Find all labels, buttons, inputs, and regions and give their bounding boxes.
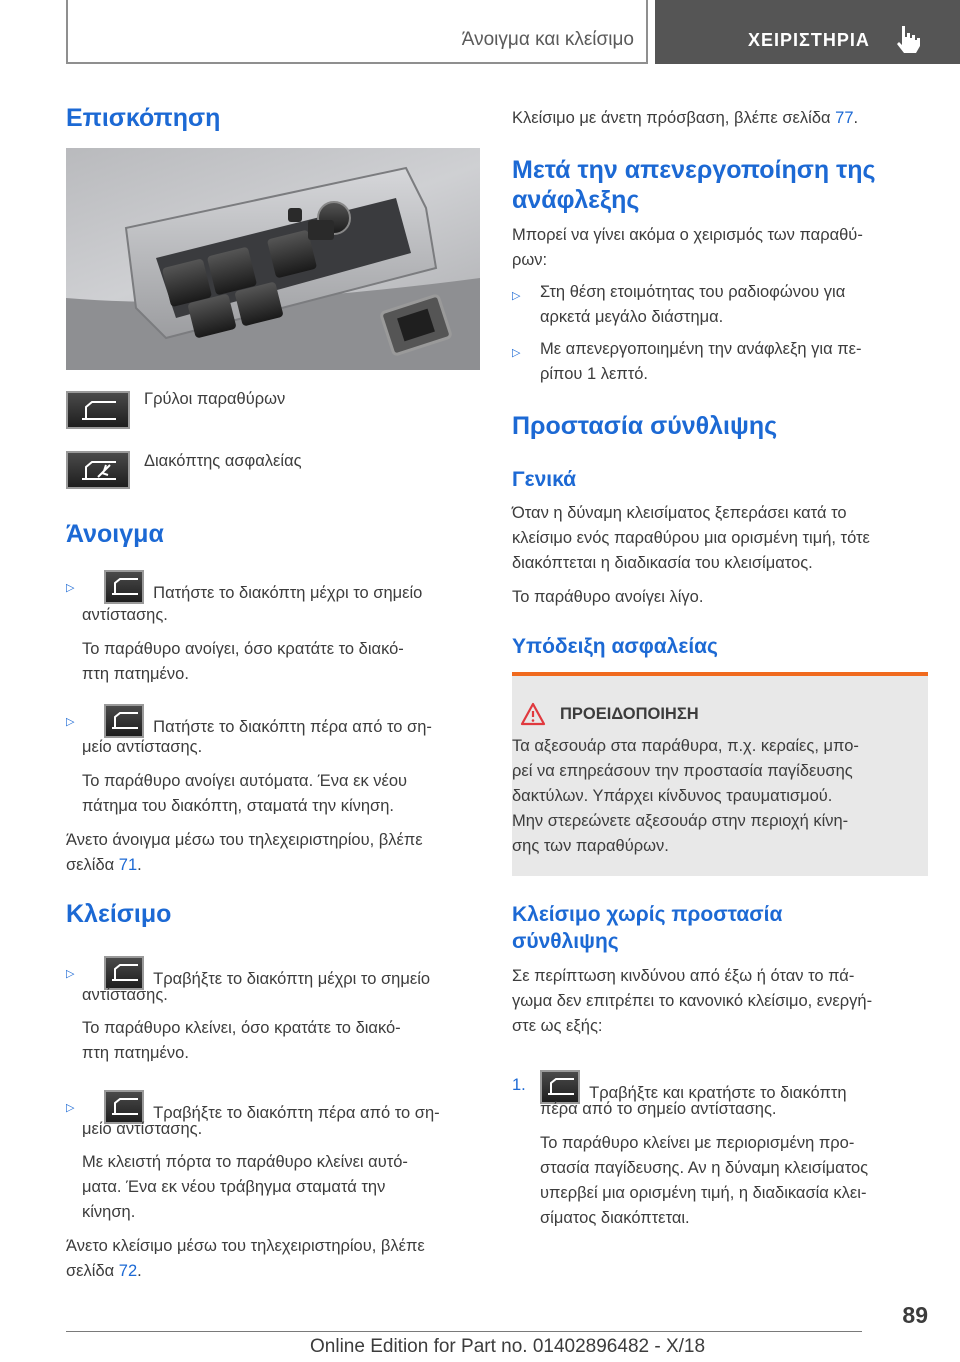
close-item-2-text2: μείο αντίστασης. [82,1120,203,1138]
header-section-label: Άνοιγμα και κλείσιμο [461,29,634,50]
close-item-2-sub1: Με κλειστή πόρτα το παράθυρο κλείνει αυτό- [82,1153,408,1171]
step-line-6: σίματος διακόπτεται. [540,1209,690,1227]
door-panel-illustration [66,148,480,370]
page-number: 89 [902,1302,928,1328]
close-title: Κλείσιμο [66,900,172,928]
open-item-2: Πατήστε το διακόπτη πέρα από το ση- [104,704,480,740]
after-item-1-l1: Στη θέση ετοιμότητας του ραδιοφώνου για [540,283,846,301]
warning-l5: σης των παραθύρων. [512,837,669,855]
pinch-title: Προστασία σύνθλιψης [512,412,778,440]
close-comfort-line2: σελίδα 72. [66,1262,142,1280]
header-section-tab [66,0,648,64]
page-link-72[interactable]: 72 [118,1262,138,1280]
after-intro-1: Μπορεί να γίνει ακόμα ο χειρισμός των παραθύ- [512,226,863,244]
general-l2: κλείσιμο ενός παραθύρου μια ορισμένη τιμή, τότε [512,529,870,547]
step-line-2: πέρα από το σημείο αντίστασης. [540,1100,777,1118]
warning-triangle-icon [520,702,546,726]
nopinch-l2: γωμα δεν επιτρέπει το κανονικό κλείσιμο, ενεργή- [512,992,873,1010]
open-item-1: Πατήστε το διακόπτη μέχρι το σημείο [104,570,480,606]
after-item-1-bullet: ▷ [512,290,521,302]
close-item-2-sub2: ματα. Ένα εκ νέου τράβηγμα σταματά την [82,1178,386,1196]
safety-switch-icon [66,451,130,489]
open-item-2-sub2: πάτημα του διακόπτη, σταματά την κίνηση. [82,797,394,815]
close-item-1: Τραβήξτε το διακόπτη μέχρι το σημείο [104,956,480,992]
close-item-1-sub1: Το παράθυρο κλείνει, όσο κρατάτε το διακό- [82,1019,401,1037]
footer-edition: Online Edition for Part no. 01402896482 - X/18 [310,1336,706,1357]
general-l3: διακόπτεται η διαδικασία του κλεισίματος. [512,554,813,572]
warning-l4: Μην στερεώνετε αξεσουάρ στην περιοχή κίνη- [512,812,849,830]
open-title: Άνοιγμα [66,520,164,548]
close-item-1-text2: αντίστασης. [82,986,168,1004]
after-item-1-l2: αρκετά μεγάλο διάστημα. [540,308,724,326]
step-line-1: Τραβήξτε και κρατήστε το διακόπτη [540,1070,928,1106]
safety-title: Υπόδειξη ασφαλείας [512,635,718,658]
header-chapter-label: ΧΕΙΡΙΣΤΗΡΙΑ [748,30,870,50]
close-item-2: Τραβήξτε το διακόπτη πέρα από το ση- [104,1090,480,1126]
warning-l2: ρεί να επηρεάσουν την προστασία παγίδευσης [512,762,853,780]
close-item-2-bullet: ▷ [66,1102,75,1114]
page-link-77[interactable]: 77 [835,109,854,127]
after-ignition-title-1: Μετά την απενεργοποίηση της [512,156,876,184]
after-item-2-l2: ρίπου 1 λεπτό. [540,365,649,383]
open-item-1-text2: αντίστασης. [82,606,168,624]
after-item-2-bullet: ▷ [512,347,521,359]
nopinch-title-2: σύνθλιψης [512,930,619,953]
nopinch-l1: Σε περίπτωση κινδύνου από έξω ή όταν το πά- [512,967,855,985]
footer-divider [66,1331,862,1332]
step-number: 1. [512,1076,526,1094]
close-item-1-sub2: πτη πατημένο. [82,1044,189,1062]
open-item-2-text2: μείο αντίστασης. [82,738,203,756]
open-item-1-bullet: ▷ [66,582,75,594]
warning-box [512,672,928,876]
after-intro-2: ρων: [512,251,548,269]
close-comfort-line1: Άνετο κλείσιμο μέσω του τηλεχειριστηρίου, βλέπε [66,1237,425,1255]
open-item-1-sub2: πτη πατημένο. [82,665,189,683]
close-item-1-bullet: ▷ [66,968,75,980]
header-chapter-tab [655,0,960,64]
window-switch-icon [104,570,144,604]
warning-title: ΠΡΟΕΙΔΟΠΟΙΗΣΗ [560,705,699,723]
step-line-5: υπερβεί μια ορισμένη τιμή, η διαδικασία κλει- [540,1184,867,1202]
warning-l1: Τα αξεσουάρ στα παράθυρα, π.χ. κεραίες, μπο- [512,737,859,755]
nopinch-title-1: Κλείσιμο χωρίς προστασία [512,903,783,926]
open-comfort-line1: Άνετο άνοιγμα μέσω του τηλεχειριστηρίου, βλέπε [66,831,423,849]
open-item-2-sub1: Το παράθυρο ανοίγει αυτόματα. Ένα εκ νέου [82,772,408,790]
close-item-2-sub3: κίνηση. [82,1203,136,1221]
door-switch-photo [66,148,480,370]
open-comfort-line2: σελίδα 71. [66,856,142,874]
step-line-3: Το παράθυρο κλείνει με περιορισμένη προ- [540,1134,855,1152]
nopinch-l3: στε ως εξής: [512,1017,603,1035]
open-item-1-sub1: Το παράθυρο ανοίγει, όσο κρατάτε το διακό- [82,640,404,658]
warning-l3: δακτύλων. Υπάρχει κίνδυνος τραυματισμού. [512,787,833,805]
open-item-2-bullet: ▷ [66,716,75,728]
window-switch-icon [66,391,130,429]
step-line-4: στασία παγίδευσης. Αν η δύναμη κλεισίματος [540,1159,869,1177]
after-ignition-title-2: ανάφλεξης [512,186,640,214]
comfort-access-line: Κλείσιμο με άνετη πρόσβαση, βλέπε σελίδα 77. [512,109,859,127]
general-title: Γενικά [512,468,577,491]
window-switch-icon [104,704,144,738]
legend-label-window-switch: Γρύλοι παραθύρων [144,390,286,408]
general-l1: Όταν η δύναμη κλεισίματος ξεπεράσει κατά το [512,504,847,522]
after-item-2-l1: Με απενεργοποιημένη την ανάφλεξη για πε- [540,340,862,358]
hand-pointer-icon [893,24,921,54]
page-link-71[interactable]: 71 [118,856,138,874]
overview-title: Επισκόπηση [66,104,221,132]
general-l4: Το παράθυρο ανοίγει λίγο. [512,588,704,606]
legend-label-safety-switch: Διακόπτης ασφαλείας [144,452,302,470]
